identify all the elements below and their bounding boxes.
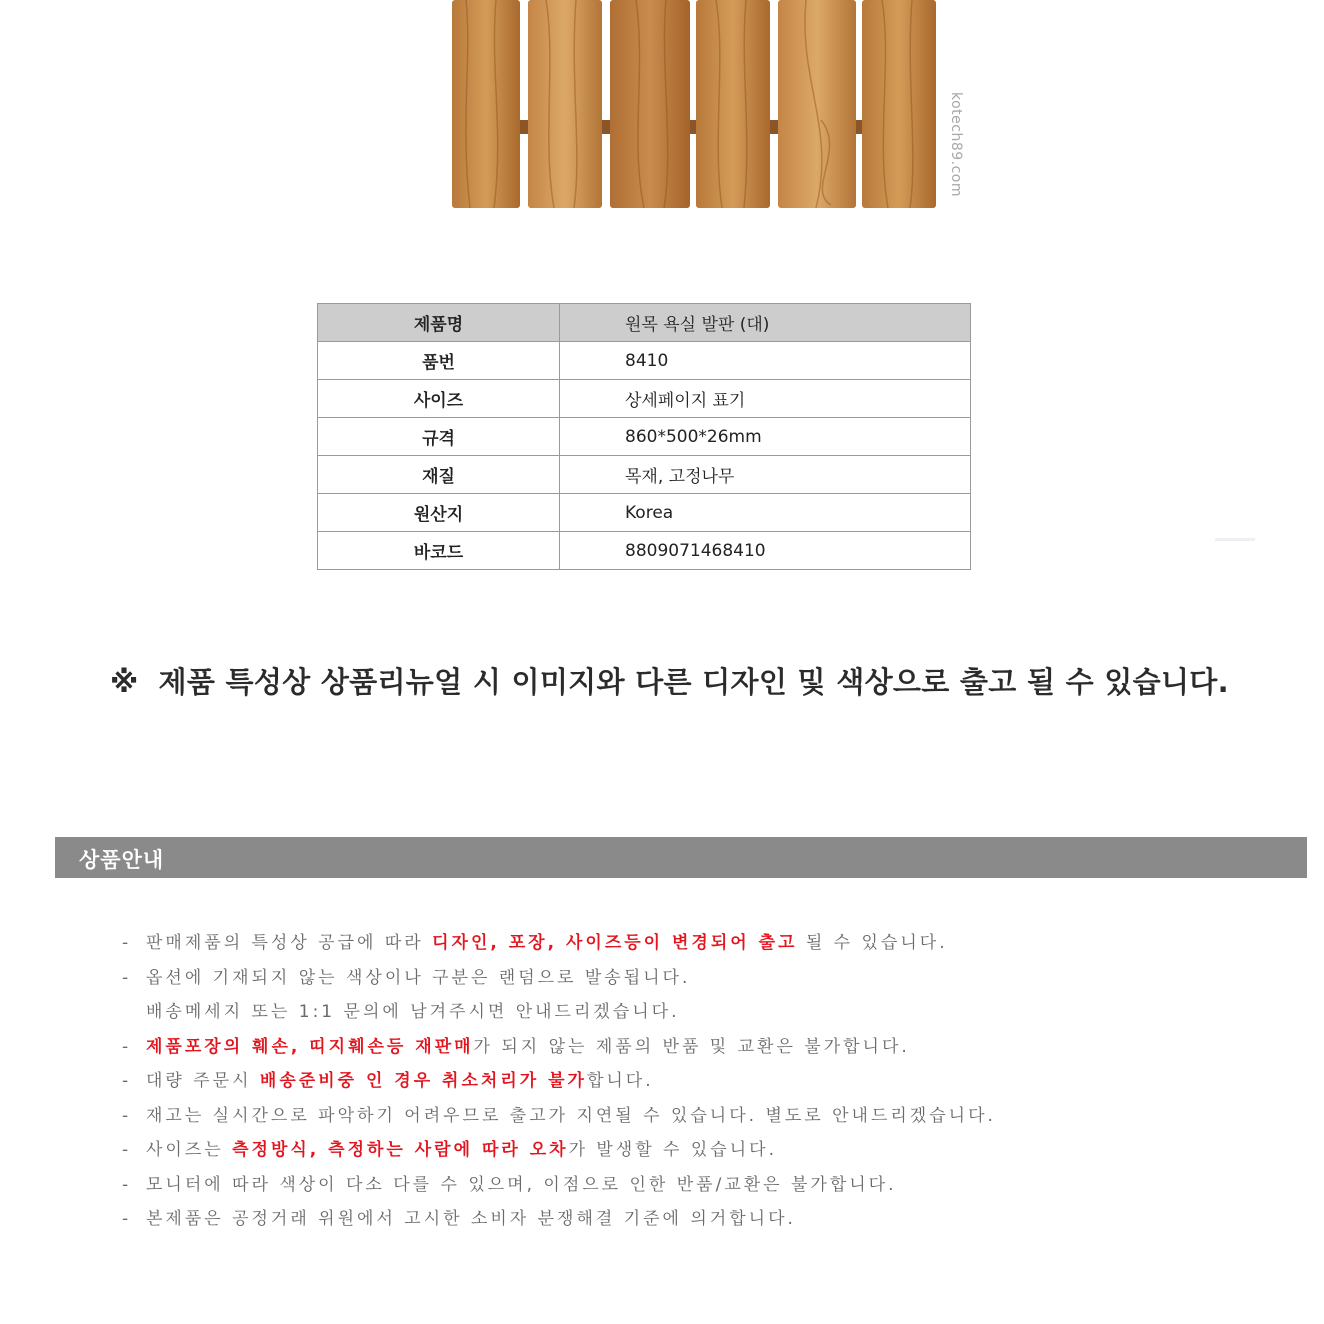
spec-row: [318, 532, 971, 570]
info-list-item: [122, 1099, 1242, 1134]
spec-value: 원목 욕실 발판 (대): [560, 304, 971, 342]
info-list-item: [122, 961, 1242, 996]
info-text: 가 발생할 수 있습니다.: [568, 1140, 777, 1160]
info-text: 본제품은 공정거래 위원에서 고시한 소비자 분쟁해결 기준에 의거합니다.: [146, 1209, 796, 1229]
info-header-bar: [55, 837, 1307, 878]
info-text: 배송메세지 또는 1:1 문의에 남겨주시면 안내드리겠습니다.: [146, 1002, 680, 1022]
info-list-item: [122, 1030, 1242, 1065]
spec-value: 목재, 고정나무: [560, 456, 971, 494]
info-text: 가 되지 않는 제품의 반품 및 교환은 불가합니다.: [473, 1036, 910, 1057]
list-dash: -: [122, 1174, 132, 1195]
spec-table: [317, 303, 971, 570]
spec-label: 원산지: [318, 494, 560, 532]
spec-label: 규격: [318, 418, 560, 456]
info-list-item: [122, 1064, 1242, 1099]
notice-mark: ※: [110, 665, 139, 699]
spec-value: Korea: [560, 494, 971, 532]
spec-value: 8809071468410: [560, 532, 971, 570]
info-text: 사이즈는: [146, 1140, 233, 1160]
product-image: [446, 0, 940, 210]
list-dash: -: [122, 967, 132, 988]
info-emphasis: 디자인, 포장, 사이즈등이 변경되어 출고: [432, 933, 798, 953]
spec-label: 품번: [318, 342, 560, 380]
list-dash: -: [122, 1071, 132, 1091]
watermark-text: kotech89.com: [948, 92, 964, 198]
info-list-item: [122, 1133, 1242, 1168]
spec-row: [318, 342, 971, 380]
info-text: 모니터에 따라 색상이 다소 다를 수 있으며, 이점으로 인한 반품/교환은 불가합니다.: [146, 1174, 897, 1195]
spec-row: [318, 456, 971, 494]
info-list-item: [122, 926, 1242, 961]
divider: [1215, 538, 1255, 541]
notice-text: [110, 660, 1229, 702]
info-emphasis: 제품포장의 훼손, 띠지훼손등 재판매: [146, 1036, 474, 1057]
list-dash: -: [122, 933, 132, 953]
notice-message: 제품 특성상 상품리뉴얼 시 이미지와 다른 디자인 및 색상으로 출고 될 수 있습니다.: [158, 665, 1229, 699]
spec-label: 바코드: [318, 532, 560, 570]
spec-value: 8410: [560, 342, 971, 380]
spec-value: 상세페이지 표기: [560, 380, 971, 418]
spec-label: 제품명: [318, 304, 560, 342]
info-list-item: [122, 1168, 1242, 1203]
spec-label: 재질: [318, 456, 560, 494]
info-text: 합니다.: [586, 1071, 654, 1091]
info-text: 옵션에 기재되지 않는 색상이나 구분은 랜덤으로 발송됩니다.: [146, 967, 691, 988]
info-list-item: [122, 995, 1242, 1030]
spec-row: [318, 304, 971, 342]
info-text: 판매제품의 특성상 공급에 따라: [146, 933, 433, 953]
list-dash: -: [122, 1036, 132, 1057]
spec-row: [318, 380, 971, 418]
spec-label: 사이즈: [318, 380, 560, 418]
info-emphasis: 측정방식, 측정하는 사람에 따라 오차: [232, 1140, 569, 1160]
spec-row: [318, 418, 971, 456]
info-text: 대량 주문시: [146, 1071, 260, 1091]
list-dash: -: [122, 1209, 132, 1229]
info-list-item: [122, 1202, 1242, 1237]
spec-row: [318, 494, 971, 532]
info-title: 상품안내: [79, 848, 165, 872]
info-text: 재고는 실시간으로 파악하기 어려우므로 출고가 지연될 수 있습니다. 별도로 안내드리겠습니다.: [146, 1105, 996, 1126]
spec-value: 860*500*26mm: [560, 418, 971, 456]
list-dash: -: [122, 1140, 132, 1160]
info-list: [122, 926, 1242, 1237]
info-emphasis: 배송준비중 인 경우 취소처리가 불가: [259, 1071, 587, 1091]
info-text: 될 수 있습니다.: [797, 933, 948, 953]
list-dash: -: [122, 1105, 132, 1126]
